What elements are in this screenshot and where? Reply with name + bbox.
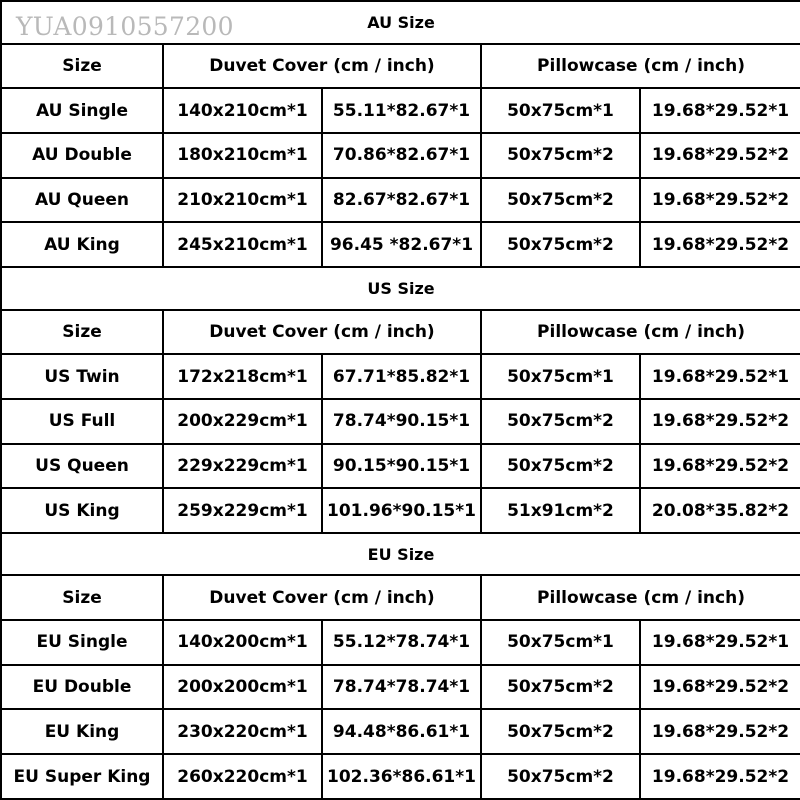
duvet-inch-cell: 55.12*78.74*1 [322, 620, 481, 665]
table-row [1, 178, 800, 223]
pillow-cm-cell: 50x75cm*2 [481, 665, 640, 710]
duvet-cover-header: Duvet Cover (cm / inch) [163, 44, 481, 89]
size-header: Size [1, 575, 163, 620]
size-header: Size [1, 310, 163, 355]
table-row [1, 665, 800, 710]
duvet-cm-cell: 140x210cm*1 [163, 88, 322, 133]
duvet-inch-cell: 82.67*82.67*1 [322, 178, 481, 223]
pillow-inch-cell: 19.68*29.52*2 [640, 399, 800, 444]
pillow-inch-cell: 19.68*29.52*2 [640, 133, 800, 178]
duvet-cm-cell: 260x220cm*1 [163, 754, 322, 799]
pillow-cm-cell: 50x75cm*2 [481, 178, 640, 223]
size-name-cell: US Full [1, 399, 163, 444]
duvet-inch-cell: 90.15*90.15*1 [322, 444, 481, 489]
duvet-inch-cell: 94.48*86.61*1 [322, 709, 481, 754]
pillow-inch-cell: 19.68*29.52*1 [640, 620, 800, 665]
section-title-row [1, 533, 800, 576]
duvet-cm-cell: 200x200cm*1 [163, 665, 322, 710]
duvet-inch-cell: 102.36*86.61*1 [322, 754, 481, 799]
table-row [1, 133, 800, 178]
duvet-cover-header: Duvet Cover (cm / inch) [163, 575, 481, 620]
pillowcase-header: Pillowcase (cm / inch) [481, 44, 800, 89]
size-header: Size [1, 44, 163, 89]
header-row [1, 310, 800, 355]
size-name-cell: AU Queen [1, 178, 163, 223]
pillow-inch-cell: 19.68*29.52*2 [640, 754, 800, 799]
duvet-cm-cell: 140x200cm*1 [163, 620, 322, 665]
duvet-cm-cell: 245x210cm*1 [163, 222, 322, 267]
pillow-cm-cell: 50x75cm*2 [481, 222, 640, 267]
pillow-cm-cell: 50x75cm*1 [481, 88, 640, 133]
section-title: US Size [1, 267, 800, 310]
pillow-cm-cell: 50x75cm*2 [481, 444, 640, 489]
size-name-cell: US Queen [1, 444, 163, 489]
pillow-inch-cell: 19.68*29.52*1 [640, 88, 800, 133]
pillow-inch-cell: 19.68*29.52*1 [640, 354, 800, 399]
pillow-inch-cell: 20.08*35.82*2 [640, 488, 800, 533]
size-name-cell: AU Double [1, 133, 163, 178]
duvet-cm-cell: 229x229cm*1 [163, 444, 322, 489]
table-row [1, 754, 800, 799]
table-row [1, 222, 800, 267]
table-row [1, 444, 800, 489]
size-name-cell: US King [1, 488, 163, 533]
duvet-cm-cell: 200x229cm*1 [163, 399, 322, 444]
table-row [1, 399, 800, 444]
header-row [1, 575, 800, 620]
header-row [1, 44, 800, 89]
duvet-inch-cell: 55.11*82.67*1 [322, 88, 481, 133]
table-row [1, 354, 800, 399]
table-row [1, 709, 800, 754]
watermark: YUA0910557200 [16, 12, 234, 41]
duvet-inch-cell: 70.86*82.67*1 [322, 133, 481, 178]
pillowcase-header: Pillowcase (cm / inch) [481, 310, 800, 355]
pillow-cm-cell: 51x91cm*2 [481, 488, 640, 533]
size-name-cell: AU Single [1, 88, 163, 133]
pillowcase-header: Pillowcase (cm / inch) [481, 575, 800, 620]
size-name-cell: EU Double [1, 665, 163, 710]
table-row [1, 488, 800, 533]
duvet-cm-cell: 180x210cm*1 [163, 133, 322, 178]
pillow-cm-cell: 50x75cm*1 [481, 354, 640, 399]
table-row [1, 620, 800, 665]
section-title-row [1, 267, 800, 310]
pillow-inch-cell: 19.68*29.52*2 [640, 665, 800, 710]
duvet-inch-cell: 67.71*85.82*1 [322, 354, 481, 399]
duvet-inch-cell: 101.96*90.15*1 [322, 488, 481, 533]
pillow-inch-cell: 19.68*29.52*2 [640, 222, 800, 267]
duvet-cm-cell: 172x218cm*1 [163, 354, 322, 399]
duvet-cm-cell: 210x210cm*1 [163, 178, 322, 223]
size-name-cell: EU Single [1, 620, 163, 665]
duvet-cover-header: Duvet Cover (cm / inch) [163, 310, 481, 355]
duvet-cm-cell: 230x220cm*1 [163, 709, 322, 754]
section-title: EU Size [1, 533, 800, 576]
pillow-cm-cell: 50x75cm*2 [481, 754, 640, 799]
size-name-cell: EU Super King [1, 754, 163, 799]
pillow-cm-cell: 50x75cm*2 [481, 399, 640, 444]
pillow-cm-cell: 50x75cm*1 [481, 620, 640, 665]
duvet-inch-cell: 78.74*78.74*1 [322, 665, 481, 710]
duvet-inch-cell: 96.45 *82.67*1 [322, 222, 481, 267]
size-name-cell: US Twin [1, 354, 163, 399]
duvet-cm-cell: 259x229cm*1 [163, 488, 322, 533]
table-row [1, 88, 800, 133]
pillow-inch-cell: 19.68*29.52*2 [640, 178, 800, 223]
pillow-inch-cell: 19.68*29.52*2 [640, 444, 800, 489]
pillow-cm-cell: 50x75cm*2 [481, 133, 640, 178]
duvet-inch-cell: 78.74*90.15*1 [322, 399, 481, 444]
size-name-cell: EU King [1, 709, 163, 754]
pillow-cm-cell: 50x75cm*2 [481, 709, 640, 754]
section-title: AU Size [1, 1, 800, 44]
size-name-cell: AU King [1, 222, 163, 267]
pillow-inch-cell: 19.68*29.52*2 [640, 709, 800, 754]
